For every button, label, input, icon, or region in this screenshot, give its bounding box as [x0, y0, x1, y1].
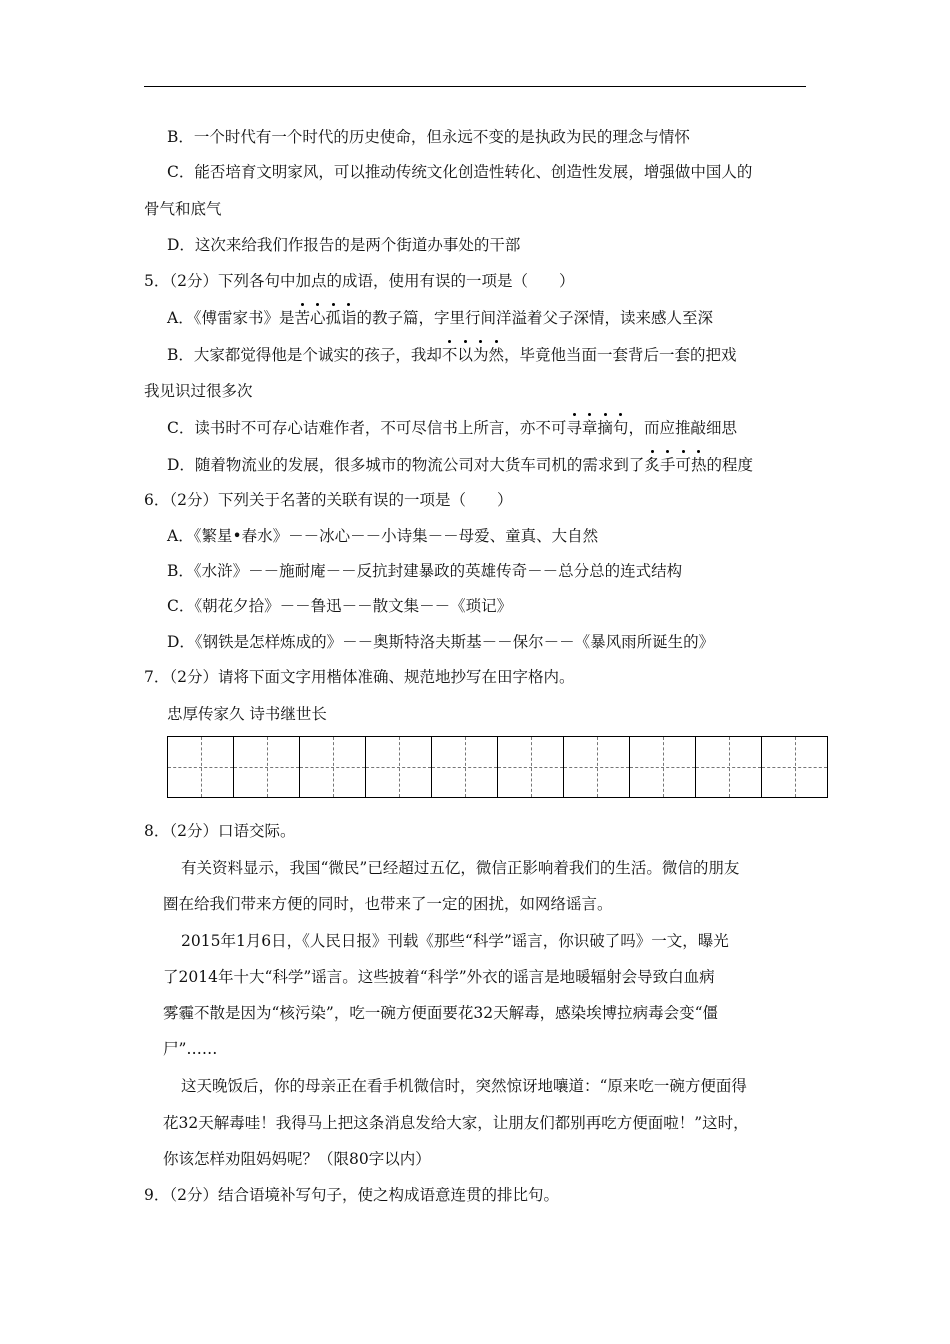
q5-option-a: A．《傅雷家书》是苦心孤诣的教子篇，字里行间洋溢着父子深情，读来感人至深 [167, 309, 714, 327]
q6-option-d: D．《钢铁是怎样炼成的》－－奥斯特洛夫斯基－－保尔－－《暴风雨所诞生的》 [167, 633, 715, 651]
q7-stem: 7．（2分）请将下面文字用楷体准确、规范地抄写在田字格内。 [144, 668, 575, 686]
q6-option-a: A．《繁星•春水》－－冰心－－小诗集－－母爱、童真、大自然 [167, 527, 599, 545]
q4-option-d: D．这次来给我们作报告的是两个街道办事处的干部 [167, 236, 521, 254]
q6-stem: 6．（2分）下列关于名著的关联有误的一项是（ ） [144, 491, 513, 509]
q8-paragraph-2-line-3: 雾霾不散是因为“核污染”，吃一碗方便面要花32天解毒，感染埃博拉病毒会变“僵 [163, 1004, 718, 1022]
header-rule [144, 86, 806, 87]
q5-stem: 5．（2分）下列各句中加点的成语，使用有误的一项是（ ） [144, 272, 575, 290]
q6-option-b: B．《水浒》－－施耐庵－－反抗封建暴政的英雄传奇－－总分总的连式结构 [167, 562, 683, 580]
q4-option-c: C．能否培育文明家风，可以推动传统文化创造性转化、创造性发展，增强做中国人的 [167, 163, 753, 181]
grid-cell[interactable] [762, 737, 827, 797]
grid-cell[interactable] [234, 737, 300, 797]
q8-paragraph-2-line-4: 尸”…… [163, 1040, 218, 1058]
q8-paragraph-3: 这天晚饭后，你的母亲正在看手机微信时，突然惊讶地嚷道：“原来吃一碗方便面得 [181, 1077, 747, 1095]
q4-option-b: B．一个时代有一个时代的历史使命，但永远不变的是执政为民的理念与情怀 [167, 128, 690, 146]
q8-paragraph-2: 2015年1月6日，《人民日报》刊载《那些“科学”谣言，你识破了吗》一文，曝光 [181, 932, 729, 950]
q9-stem: 9．（2分）结合语境补写句子，使之构成语意连贯的排比句。 [144, 1186, 559, 1204]
grid-cell[interactable] [696, 737, 762, 797]
grid-cell[interactable] [564, 737, 630, 797]
q5-option-b-continued: 我见识过很多次 [144, 382, 253, 400]
grid-cell[interactable] [630, 737, 696, 797]
q4-option-c-continued: 骨气和底气 [144, 200, 222, 218]
grid-cell[interactable] [498, 737, 564, 797]
q8-paragraph-2-line-2: 了2014年十大“科学”谣言。这些披着“科学”外衣的谣言是地暖辐射会导致白血病 [163, 968, 715, 986]
q6-option-c: C．《朝花夕拾》－－鲁迅－－散文集－－《琐记》 [167, 597, 513, 615]
q5-option-b: B．大家都觉得他是个诚实的孩子，我却不以为然，毕竟他当面一套背后一套的把戏 [167, 346, 737, 364]
q8-paragraph-1: 有关资料显示，我国“微民”已经超过五亿，微信正影响着我们的生活。微信的朋友 [181, 859, 740, 877]
grid-cell[interactable] [432, 737, 498, 797]
q8-paragraph-3-line-3: 你该怎样劝阻妈妈呢？（限80字以内） [163, 1150, 431, 1168]
grid-cell[interactable] [366, 737, 432, 797]
q5-option-d: D．随着物流业的发展，很多城市的物流公司对大货车司机的需求到了炙手可热的程度 [167, 456, 754, 474]
q5-option-c: C．读书时不可存心诘难作者，不可尽信书上所言，亦不可寻章摘句，而应推敲细思 [167, 419, 737, 437]
grid-cell[interactable] [300, 737, 366, 797]
q8-paragraph-3-line-2: 花32天解毒哇！我得马上把这条消息发给大家，让朋友们都别再吃方便面啦！”这时， [163, 1114, 749, 1132]
tian-zi-grid[interactable] [167, 736, 828, 798]
q8-stem: 8．（2分）口语交际。 [144, 822, 296, 840]
q7-copy-text: 忠厚传家久 诗书继世长 [167, 705, 327, 723]
q8-paragraph-1-continued: 圈在给我们带来方便的同时，也带来了一定的困扰，如网络谣言。 [163, 895, 613, 913]
grid-cell[interactable] [168, 737, 234, 797]
